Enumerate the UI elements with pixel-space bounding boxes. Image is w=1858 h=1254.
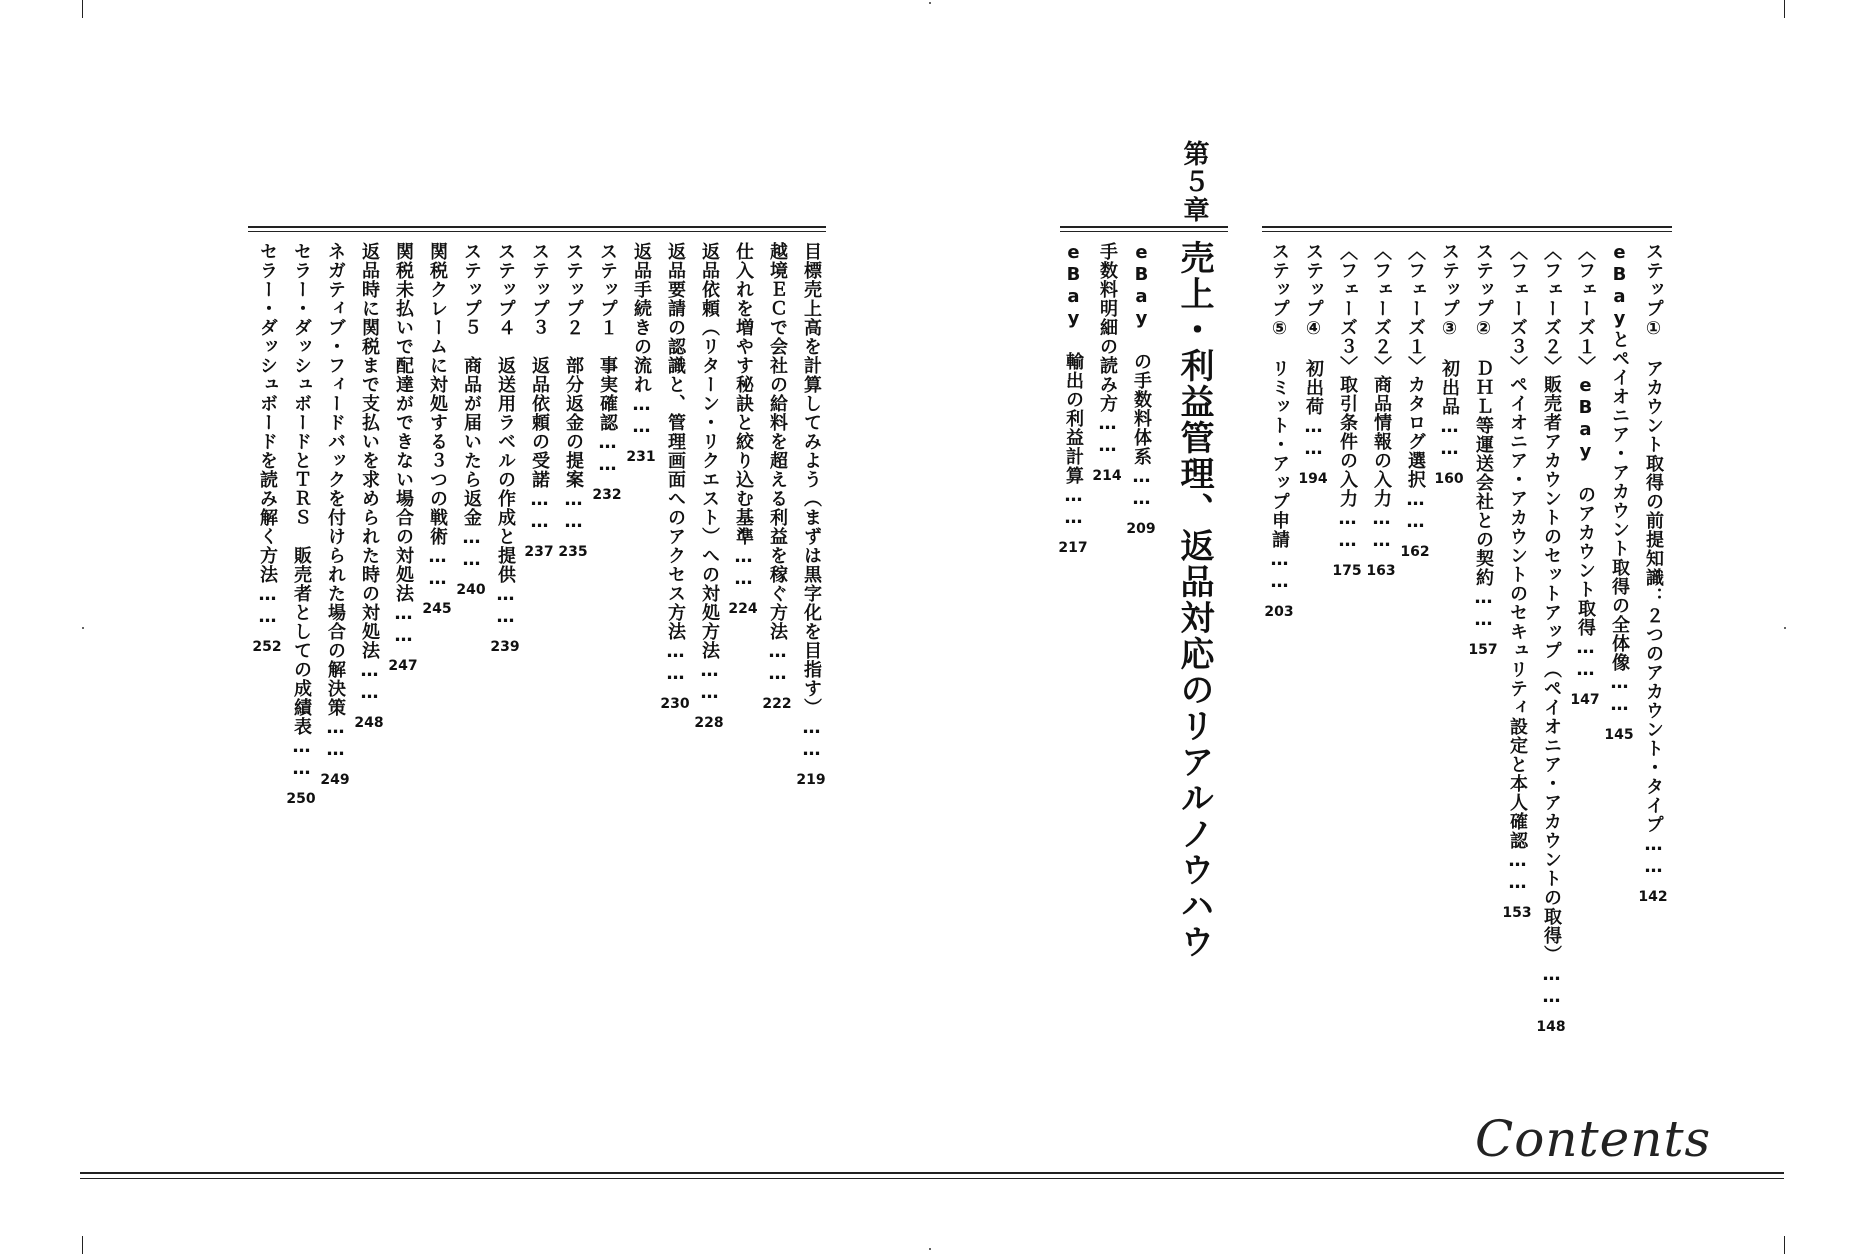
toc-entry-text: ステップ２ 部分返金の提案…… [563, 242, 584, 533]
toc-entry [1298, 242, 1328, 494]
toc-entry-page: 228 [694, 715, 724, 731]
toc-entry-text: ステップ⑤ リミット・アップ申請…… [1269, 242, 1290, 593]
toc-entry-page: 239 [490, 639, 520, 655]
toc-entry-text: 〈フェーズ１〉eBay のアカウント取得…… [1575, 242, 1596, 681]
toc-entry [796, 242, 826, 795]
chapter-block-top-rule [1060, 226, 1228, 228]
toc-entry [1092, 242, 1122, 491]
left-block-top-rule [248, 226, 826, 228]
toc-entry-text: 関税未払いで配達ができない場合の対処法…… [393, 242, 414, 647]
toc-entry [762, 242, 792, 719]
toc-entry-text: eBayとペイオニア・アカウント取得の全体像…… [1609, 242, 1630, 716]
crop-mark-bottom-left [82, 1236, 83, 1254]
toc-entry-text: ステップ② ＤＨＬ等運送会社との契約…… [1473, 242, 1494, 631]
toc-entry-text: セラー・ダッシュボードとＴＲＳ 販売者としての成績表…… [291, 242, 312, 780]
toc-entry [320, 242, 350, 795]
contents-title: Contents [1475, 1110, 1712, 1168]
toc-entry-text: 越境ＥＣで会社の給料を超える利益を稼ぐ方法…… [767, 242, 788, 685]
toc-entry-page: 194 [1298, 471, 1328, 487]
toc-entry-text: ネガティブ・フィードバックを付けられた場合の解決策…… [325, 242, 346, 761]
toc-entry-text: ステップ③ 初出品…… [1439, 242, 1460, 460]
toc-entry-text: 手数料明細の読み方…… [1097, 242, 1118, 457]
toc-entry [1502, 242, 1532, 928]
toc-entry-text: eBay 輸出の利益計算…… [1063, 242, 1084, 529]
left-block-top-rule-2 [248, 231, 826, 232]
toc-entry-text: 〈フェーズ３〉取引条件の入力…… [1337, 242, 1358, 552]
crop-mark-top-right [1784, 0, 1785, 18]
toc-entry [728, 242, 758, 624]
toc-entry [558, 242, 588, 567]
chapter-label: 第５章 [1179, 140, 1209, 224]
toc-entry-page: 222 [762, 696, 792, 712]
toc-entry-page: 160 [1434, 471, 1464, 487]
toc-entry-text: 返品依頼（リターン・リクエスト）への対処方法…… [699, 242, 720, 704]
toc-entry-page: 147 [1570, 692, 1600, 708]
toc-entry-text: 〈フェーズ２〉商品情報の入力…… [1371, 242, 1392, 552]
toc-entry-page: 240 [456, 582, 486, 598]
register-dot-top [929, 2, 931, 4]
toc-entry-page: 247 [388, 658, 418, 674]
toc-entry-text: 返品時に関税まで支払いを求められた時の対処法…… [359, 242, 380, 704]
toc-entry-page: 231 [626, 449, 656, 465]
toc-entry-text: ステップ５ 商品が届いたら返金…… [461, 242, 482, 571]
toc-entry-page: 249 [320, 772, 350, 788]
toc-entry-text: ステップ１ 事実確認…… [597, 242, 618, 476]
toc-entry-text: セラー・ダッシュボードを読み解く方法…… [257, 242, 278, 628]
toc-entry [1536, 242, 1566, 1042]
toc-entry [660, 242, 690, 719]
right-block-top-rule [1262, 226, 1672, 228]
toc-entry-text: 〈フェーズ３〉ペイオニア・アカウントのセキュリティ設定と本人確認…… [1507, 242, 1528, 894]
toc-entry [1604, 242, 1634, 750]
toc-entry-page: 230 [660, 696, 690, 712]
right-block-top-rule-2 [1262, 231, 1672, 232]
footer-rule-2 [80, 1178, 1784, 1179]
toc-entry-page: 245 [422, 601, 452, 617]
toc-entry-page: 252 [252, 639, 282, 655]
toc-entry [456, 242, 486, 605]
toc-entry [1264, 242, 1294, 627]
toc-entry-text: ステップ④ 初出荷…… [1303, 242, 1324, 460]
toc-entry [1468, 242, 1498, 665]
toc-entry-page: 163 [1366, 563, 1396, 579]
toc-entry [1332, 242, 1362, 586]
toc-entry [1126, 242, 1156, 544]
toc-entry [592, 242, 622, 510]
toc-entry-page: 203 [1264, 604, 1294, 620]
toc-entry [1570, 242, 1600, 715]
toc-entry [524, 242, 554, 567]
footer-rule [80, 1172, 1784, 1174]
toc-entry-text: 〈フェーズ２〉販売者アカウントのセットアップ（ペイオニア・アカウントの取得）…… [1541, 242, 1562, 1008]
toc-entry-text: ステップ① アカウント取得の前提知識：２つのアカウント・タイプ…… [1643, 242, 1664, 878]
toc-entry-text: eBay の手数料体系…… [1131, 242, 1152, 510]
toc-entry [1058, 242, 1088, 563]
toc-entry-page: 162 [1400, 544, 1430, 560]
toc-entry [1400, 242, 1430, 567]
toc-entry-page: 235 [558, 544, 588, 560]
toc-entry [490, 242, 520, 662]
toc-entry [388, 242, 418, 681]
toc-entry-page: 209 [1126, 521, 1156, 537]
toc-entry-text: 仕入れを増やす秘訣と絞り込む基準…… [733, 242, 754, 590]
toc-entry-page: 217 [1058, 540, 1088, 556]
toc-entry [1366, 242, 1396, 586]
toc-entry-page: 145 [1604, 727, 1634, 743]
toc-entry-text: ステップ３ 返品依頼の受諾…… [529, 242, 550, 533]
toc-entry-text: 目標売上高を計算してみよう（まずは黒字化を目指す）…… [801, 242, 822, 761]
toc-entry [694, 242, 724, 738]
toc-entry-page: 148 [1536, 1019, 1566, 1035]
toc-entry-page: 175 [1332, 563, 1362, 579]
toc-entry [422, 242, 452, 624]
chapter-block-top-rule-2 [1060, 231, 1228, 232]
crop-mark-bottom-right [1784, 1236, 1785, 1254]
toc-entry [252, 242, 282, 662]
toc-entry-page: 142 [1638, 889, 1668, 905]
chapter-title: 売上・利益管理、返品対応のリアルノウハウ [1174, 240, 1214, 960]
toc-entry-page: 248 [354, 715, 384, 731]
toc-entry-page: 153 [1502, 905, 1532, 921]
toc-entry-page: 232 [592, 487, 622, 503]
toc-entry-text: 返品手続きの流れ…… [631, 242, 652, 438]
toc-entry-page: 237 [524, 544, 554, 560]
toc-entry-text: 〈フェーズ１〉カタログ選択…… [1405, 242, 1426, 533]
register-dot-left [82, 627, 84, 629]
toc-entry-page: 219 [796, 772, 826, 788]
toc-entry-text: ステップ４ 返送用ラベルの作成と提供…… [495, 242, 516, 628]
toc-entry-text: 関税クレームに対処する３つの戦術…… [427, 242, 448, 590]
register-dot-bottom [929, 1248, 931, 1250]
toc-entry [1434, 242, 1464, 494]
register-dot-right [1784, 627, 1786, 629]
toc-entry [286, 242, 316, 814]
toc-entry [1638, 242, 1668, 912]
toc-entry-text: 返品要請の認識と、管理画面へのアクセス方法…… [665, 242, 686, 685]
crop-mark-top-left [82, 0, 83, 18]
toc-entry [626, 242, 656, 472]
toc-entry-page: 250 [286, 791, 316, 807]
toc-entry-page: 157 [1468, 642, 1498, 658]
toc-entry-page: 214 [1092, 468, 1122, 484]
toc-entry-page: 224 [728, 601, 758, 617]
toc-entry [354, 242, 384, 738]
